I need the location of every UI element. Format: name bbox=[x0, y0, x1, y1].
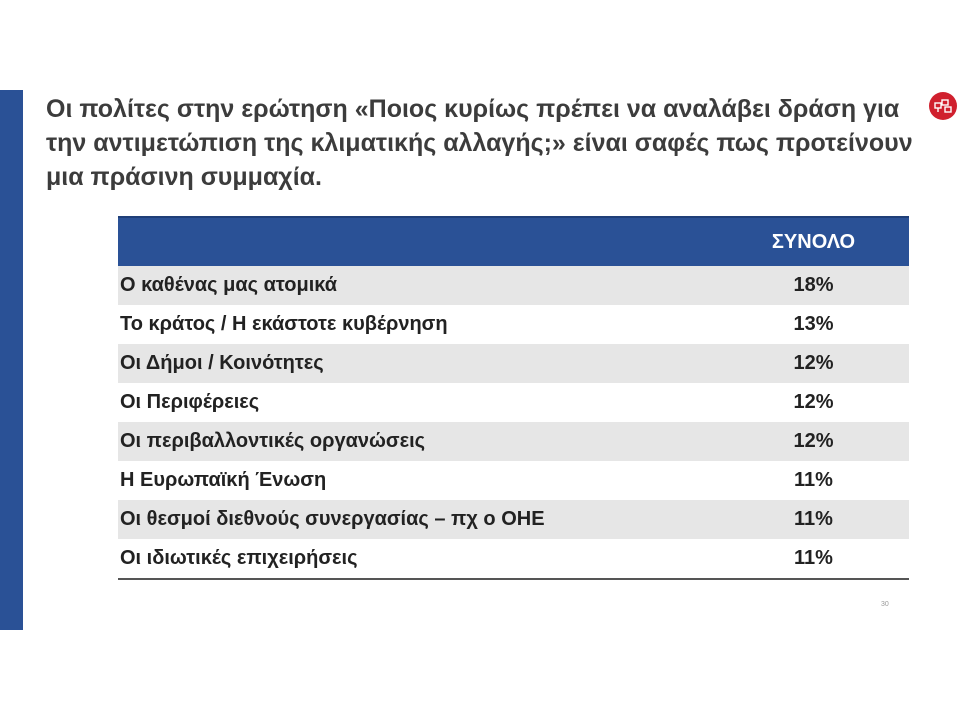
table-row bbox=[118, 461, 909, 500]
row-label: Οι Δήμοι / Κοινότητες bbox=[118, 344, 718, 383]
table-header-row bbox=[118, 217, 909, 266]
row-value: 12% bbox=[718, 422, 909, 461]
slide-title: Οι πολίτες στην ερώτηση «Ποιος κυρίως πρέπει να αναλάβει δράση για την αντιμετώπιση της κλιματικής αλλαγής;» είναι σαφές πως προτείνουν μια πράσινη συμμαχία. bbox=[46, 95, 913, 191]
table-row bbox=[118, 500, 909, 539]
row-value: 12% bbox=[793, 391, 834, 413]
row-value: 11% bbox=[718, 539, 909, 579]
row-label: Οι Περιφέρειες bbox=[120, 391, 260, 413]
table-row bbox=[118, 344, 909, 383]
row-value: 12% bbox=[718, 344, 909, 383]
left-accent-bar bbox=[0, 90, 23, 630]
table-row bbox=[118, 422, 909, 461]
row-label: Οι θεσμοί διεθνούς συνεργασίας – πχ ο ΟΗΕ bbox=[118, 500, 718, 539]
row-label: Η Ευρωπαϊκή Ένωση bbox=[120, 469, 327, 491]
results-table bbox=[118, 216, 909, 580]
brand-logo-icon bbox=[929, 92, 957, 120]
page-number: 30 bbox=[881, 601, 889, 608]
row-label: Το κράτος / Η εκάστοτε κυβέρνηση bbox=[120, 313, 448, 335]
row-value: 13% bbox=[793, 313, 834, 335]
table-row bbox=[118, 383, 909, 422]
row-value: 11% bbox=[794, 469, 833, 491]
table-row bbox=[118, 305, 909, 344]
row-label: Οι περιβαλλοντικές οργανώσεις bbox=[118, 422, 718, 461]
row-label: Ο καθένας μας ατομικά bbox=[118, 266, 718, 305]
table-row bbox=[118, 266, 909, 305]
row-label: Οι ιδιωτικές επιχειρήσεις bbox=[118, 539, 718, 579]
table-row bbox=[118, 539, 909, 579]
row-value: 11% bbox=[718, 500, 909, 539]
header-total-cell: ΣΥΝΟΛΟ bbox=[718, 217, 909, 266]
header-label-cell bbox=[118, 217, 718, 266]
row-value: 18% bbox=[718, 266, 909, 305]
